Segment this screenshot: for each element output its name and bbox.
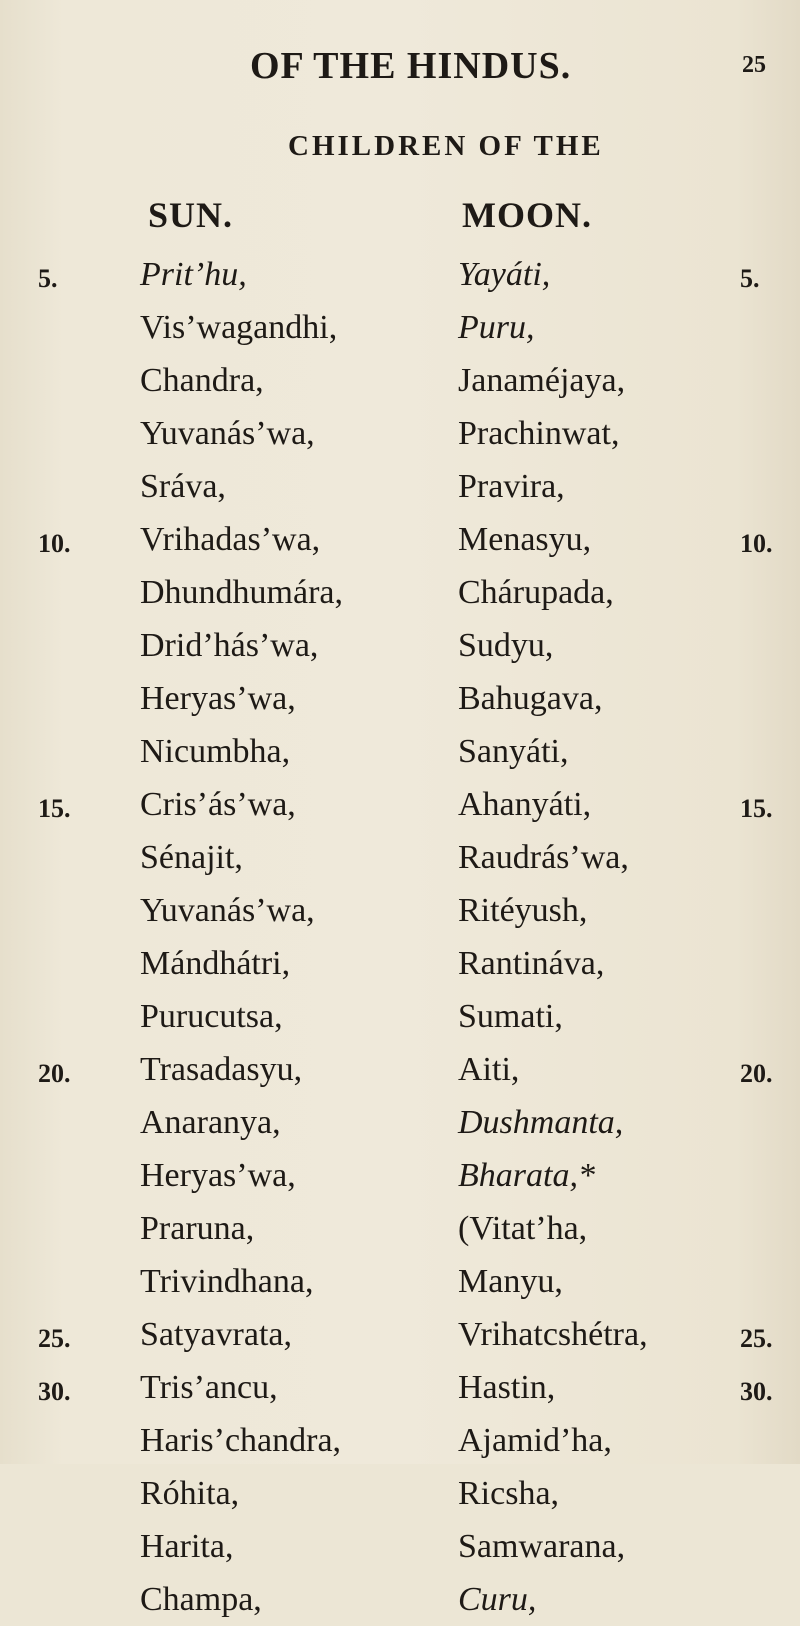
sun-name: Haris’chandra, <box>140 1422 342 1459</box>
moon-name: Chárupada, <box>458 574 614 611</box>
moon-name: Ricsha, <box>458 1475 560 1512</box>
sun-name: Praruna, <box>140 1210 255 1247</box>
moon-name: Menasyu, <box>458 521 592 558</box>
sun-name: Trasadasyu, <box>140 1051 303 1088</box>
sun-name: Prit’hu, <box>140 256 247 293</box>
moon-name: Bahugava, <box>458 680 603 717</box>
moon-name: Prachinwat, <box>458 415 620 452</box>
moon-name: Sudyu, <box>458 627 554 664</box>
line-number: 15. <box>740 794 773 823</box>
sun-name: Harita, <box>140 1528 234 1565</box>
sun-name: Heryas’wa, <box>140 680 296 717</box>
line-number: 15. <box>38 794 71 823</box>
sun-name: Yuvanás’wa, <box>140 415 315 452</box>
sun-name: Champa, <box>140 1581 262 1618</box>
moon-name: Pravira, <box>458 468 565 505</box>
sun-name: Sráva, <box>140 468 226 505</box>
moon-name: Samwarana, <box>458 1528 626 1565</box>
moon-name: Dushmanta, <box>458 1104 624 1141</box>
running-head: OF THE HINDUS. <box>250 45 572 87</box>
line-number: 25. <box>38 1324 71 1353</box>
moon-name: Ritéyush, <box>458 892 588 929</box>
moon-lineage-list <box>458 248 648 1626</box>
sun-name: Cris’ás’wa, <box>140 786 296 823</box>
moon-name: Sumati, <box>458 998 563 1035</box>
sun-name: Heryas’wa, <box>140 1157 296 1194</box>
line-number: 30. <box>740 1377 773 1406</box>
moon-name: Bharata,* <box>458 1157 595 1194</box>
sun-name: Vis’wagandhi, <box>140 309 338 346</box>
moon-name: Yayáti, <box>458 256 551 293</box>
sun-name: Purucutsa, <box>140 998 283 1035</box>
moon-name: Janaméjaya, <box>458 362 626 399</box>
sun-lineage-list <box>140 248 343 1626</box>
sun-name: Chandra, <box>140 362 264 399</box>
line-number: 10. <box>38 529 71 558</box>
sun-name: Yuvanás’wa, <box>140 892 315 929</box>
moon-name: Raudrás’wa, <box>458 839 629 876</box>
sun-name: Mándhátri, <box>140 945 291 982</box>
moon-name: Ahanyáti, <box>458 786 592 823</box>
line-number: 20. <box>38 1059 71 1088</box>
line-number: 5. <box>38 264 58 293</box>
sun-name: Sénajit, <box>140 839 243 876</box>
moon-column-heading: MOON. <box>462 195 592 235</box>
sun-name: Tris’ancu, <box>140 1369 278 1406</box>
line-number: 30. <box>38 1377 71 1406</box>
moon-name: Curu, <box>458 1581 537 1618</box>
table-subheading: CHILDREN OF THE <box>288 130 604 162</box>
moon-name: Puru, <box>458 309 535 346</box>
line-number: 20. <box>740 1059 773 1088</box>
page-number: 25 <box>742 52 766 78</box>
moon-name: (Vitat’ha, <box>458 1210 588 1247</box>
sun-name: Dhundhumára, <box>140 574 344 611</box>
line-number: 5. <box>740 264 760 293</box>
line-number: 10. <box>740 529 773 558</box>
sun-name: Nicumbha, <box>140 733 291 770</box>
sun-name: Trivindhana, <box>140 1263 314 1300</box>
sun-name: Vrihadas’wa, <box>140 521 321 558</box>
moon-name: Vrihatcshétra, <box>458 1316 648 1353</box>
moon-name: Aiti, <box>458 1051 520 1088</box>
moon-name: Rantináva, <box>458 945 605 982</box>
sun-name: Satyavrata, <box>140 1316 292 1353</box>
sun-column-heading: SUN. <box>148 195 234 235</box>
sun-name: Anaranya, <box>140 1104 281 1141</box>
line-number: 25. <box>740 1324 773 1353</box>
sun-name: Róhita, <box>140 1475 240 1512</box>
sun-name: Drid’hás’wa, <box>140 627 319 664</box>
moon-name: Ajamid’ha, <box>458 1422 612 1459</box>
moon-name: Sanyáti, <box>458 733 569 770</box>
moon-name: Manyu, <box>458 1263 563 1300</box>
moon-name: Hastin, <box>458 1369 556 1406</box>
